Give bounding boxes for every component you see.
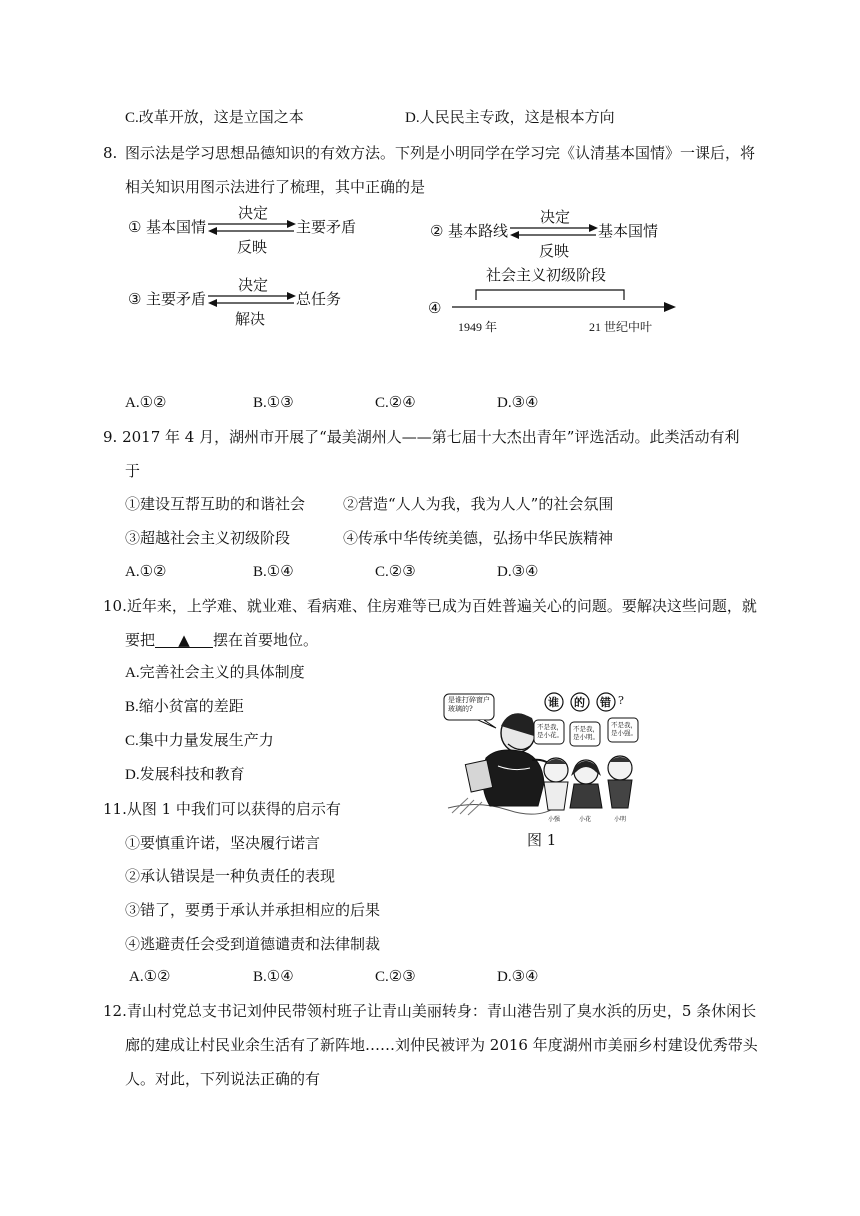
q9-option-a: A.①② bbox=[125, 564, 167, 580]
q10-stem-line2 bbox=[125, 630, 318, 650]
q7-option-d: D.人民民主专政，这是根本方向 bbox=[405, 110, 615, 126]
q8-diagram1-right: 主要矛盾 bbox=[296, 218, 357, 236]
q8-diagram3-marker: ③ bbox=[128, 290, 142, 308]
q12-stem-line2: 廊的建成让村民业余生活有了新阵地……刘仲民被评为 2016 年度湖州市美丽乡村建设优秀带头 bbox=[125, 1036, 758, 1054]
q8-diagram2-marker: ② bbox=[430, 222, 444, 240]
q8-diagram2-right: 基本国情 bbox=[598, 222, 659, 240]
q10-stem-suffix: 摆在首要地位。 bbox=[213, 631, 319, 649]
q8-stem-line1: 图示法是学习思想品德知识的有效方法。下列是小明同学在学习完《认清基本国情》一课后，将 bbox=[125, 144, 756, 162]
q10-stem-line1: 10.近年来，上学难、就业难、看病难、住房难等已成为百姓普遍关心的问题。要解决这些问题，就 bbox=[103, 597, 757, 615]
q11-stem: 11.从图 1 中我们可以获得的启示有 bbox=[103, 800, 341, 818]
cartoon-title-char-3: 错 bbox=[600, 696, 611, 709]
kid2-name: 小花 bbox=[579, 816, 592, 823]
q8-option-b: B.①③ bbox=[253, 395, 294, 411]
q8-diagram2-bottom-label: 反映 bbox=[539, 242, 570, 260]
q8-diagram4-marker: ④ bbox=[428, 299, 442, 317]
q8-diagram1-top-label: 决定 bbox=[238, 204, 269, 222]
q8-diagram2-top-label: 决定 bbox=[540, 208, 571, 226]
q10-stem-prefix: 要把 bbox=[125, 631, 156, 649]
q9-option-b: B.①④ bbox=[253, 564, 294, 580]
q11-item-3: ③错了，要勇于承认并承担相应的后果 bbox=[125, 901, 381, 919]
cartoon-title-question: ? bbox=[618, 694, 624, 707]
kid2-speech-bubble: 不是我，是小明。 bbox=[573, 725, 599, 741]
figure-1-cartoon bbox=[438, 688, 670, 824]
q8-diagram1-left: 基本国情 bbox=[146, 218, 207, 236]
q11-item-4: ④逃避责任会受到道德谴责和法律制裁 bbox=[125, 935, 381, 953]
q9-stem-line1: 9. 2017 年 4 月，湖州市开展了“最美湖州人——第七届十大杰出青年”评选活动。此类活动有利 bbox=[103, 428, 740, 446]
q11-option-b: B.①④ bbox=[253, 969, 294, 985]
q8-diagram4-timeline bbox=[452, 286, 678, 316]
q8-diagram1-marker: ① bbox=[128, 218, 142, 236]
q11-item-2: ②承认错误是一种负责任的表现 bbox=[125, 867, 336, 885]
q8-diagram4-bracket-label: 社会主义初级阶段 bbox=[486, 266, 607, 284]
q10-option-c: C.集中力量发展生产力 bbox=[125, 733, 274, 749]
q8-diagram2-left: 基本路线 bbox=[448, 222, 509, 240]
q9-stem-line2: 于 bbox=[125, 462, 141, 480]
q8-diagram3-bottom-label: 解决 bbox=[235, 310, 266, 328]
kid1-speech-bubble: 不是我，是小花。 bbox=[537, 723, 563, 739]
q8-diagram3-left: 主要矛盾 bbox=[146, 290, 207, 308]
cartoon-title-char-2: 的 bbox=[574, 696, 585, 709]
q9-item-3: ③超越社会主义初级阶段 bbox=[125, 529, 291, 547]
kid1-name: 小强 bbox=[548, 816, 561, 823]
cartoon-title-char-1: 谁 bbox=[548, 696, 559, 709]
q8-diagram4-start-label: 1949 年 bbox=[458, 320, 498, 334]
kid3-name: 小明 bbox=[614, 816, 627, 823]
q10-option-b: B.缩小贫富的差距 bbox=[125, 699, 244, 715]
q9-option-c: C.②③ bbox=[375, 564, 416, 580]
q8-option-a: A.①② bbox=[125, 395, 167, 411]
q8-diagram3-arrows bbox=[208, 292, 296, 308]
q11-option-a: A.①② bbox=[129, 969, 171, 985]
q8-stem-line2: 相关知识用图示法进行了梳理，其中正确的是 bbox=[125, 178, 426, 196]
q8-diagram3-top-label: 决定 bbox=[238, 276, 269, 294]
q8-option-c: C.②④ bbox=[375, 395, 416, 411]
figure-1-caption: 图 1 bbox=[527, 831, 557, 849]
q12-stem-line1: 12.青山村党总支书记刘仲民带领村班子让青山美丽转身：青山港告别了臭水浜的历史，5 条休闲长 bbox=[103, 1002, 757, 1020]
q11-item-1: ①要慎重许诺，坚决履行诺言 bbox=[125, 834, 321, 852]
teacher-speech-bubble: 是谁打碎窗户玻璃的? bbox=[448, 696, 490, 713]
q8-number: 8. bbox=[103, 144, 118, 162]
q8-diagram3-right: 总任务 bbox=[296, 290, 342, 308]
q7-option-c: C.改革开放，这是立国之本 bbox=[125, 110, 304, 126]
kid3-speech-bubble: 不是我，是小强。 bbox=[611, 721, 637, 737]
q8-diagram4-end-label: 21 世纪中叶 bbox=[589, 320, 653, 334]
q12-stem-line3: 人。对此，下列说法正确的有 bbox=[125, 1070, 321, 1088]
q9-item-1: ①建设互帮互助的和谐社会 bbox=[125, 495, 306, 513]
q10-blank: ▲ bbox=[155, 630, 213, 648]
q10-option-d: D.发展科技和教育 bbox=[125, 767, 245, 783]
q9-option-d: D.③④ bbox=[497, 564, 539, 580]
q11-option-c: C.②③ bbox=[375, 969, 416, 985]
q8-option-d: D.③④ bbox=[497, 395, 539, 411]
q9-item-2: ②营造“人人为我，我为人人”的社会氛围 bbox=[343, 495, 614, 513]
q8-diagram1-arrows bbox=[208, 220, 296, 236]
q10-option-a: A.完善社会主义的具体制度 bbox=[125, 665, 305, 681]
q8-diagram1-bottom-label: 反映 bbox=[237, 238, 268, 256]
q8-diagram2-arrows bbox=[510, 224, 598, 240]
q11-option-d: D.③④ bbox=[497, 969, 539, 985]
q9-item-4: ④传承中华传统美德，弘扬中华民族精神 bbox=[343, 529, 614, 547]
